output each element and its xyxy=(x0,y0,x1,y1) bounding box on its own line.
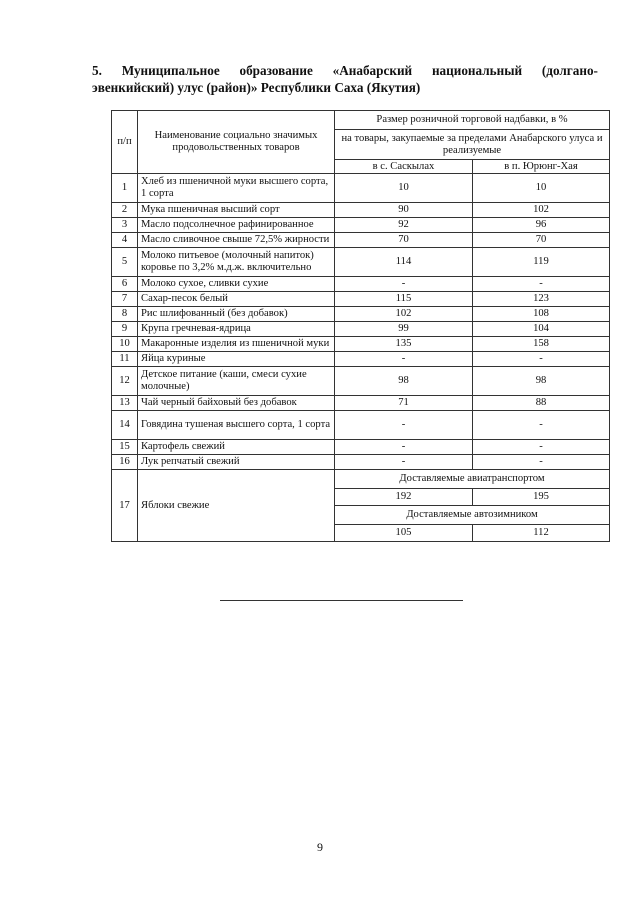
row17-air-v1: 192 xyxy=(335,489,473,506)
row-value-saskylakh: 102 xyxy=(335,307,473,322)
row-name: Рис шлифованный (без добавок) xyxy=(138,307,335,322)
row-value-yuryung-khaya: - xyxy=(473,411,610,440)
header-num: п/п xyxy=(112,111,138,174)
row-name: Масло подсолнечное рафинированное xyxy=(138,218,335,233)
row-num: 10 xyxy=(112,337,138,352)
heading-word: Муниципальное xyxy=(121,63,220,78)
row-value-yuryung-khaya: 158 xyxy=(473,337,610,352)
row-name: Мука пшеничная высший сорт xyxy=(138,203,335,218)
row-value-yuryung-khaya: 123 xyxy=(473,292,610,307)
row-num: 12 xyxy=(112,367,138,396)
row-num: 3 xyxy=(112,218,138,233)
table-row xyxy=(112,440,610,455)
row-num: 14 xyxy=(112,411,138,440)
row-value-saskylakh: 92 xyxy=(335,218,473,233)
row-value-saskylakh: 10 xyxy=(335,174,473,203)
row-value-saskylakh: 70 xyxy=(335,233,473,248)
row-name: Молоко питьевое (молочный напиток) коровье по 3,2% м.д.ж. включительно xyxy=(138,248,335,277)
row-value-saskylakh: 71 xyxy=(335,396,473,411)
table-row xyxy=(112,292,610,307)
table-row xyxy=(112,396,610,411)
row-name: Сахар-песок белый xyxy=(138,292,335,307)
row-name: Хлеб из пшеничной муки высшего сорта, 1 сорта xyxy=(138,174,335,203)
row-value-saskylakh: 115 xyxy=(335,292,473,307)
heading-line-2: эвенкийский) улус (район)» Республики Саха (Якутия) xyxy=(92,80,421,95)
table-row xyxy=(112,233,610,248)
row-value-saskylakh: - xyxy=(335,277,473,292)
row-value-yuryung-khaya: - xyxy=(473,455,610,470)
row-name: Лук репчатый свежий xyxy=(138,455,335,470)
row-name: Картофель свежий xyxy=(138,440,335,455)
header-markup: Размер розничной торговой надбавки, в % xyxy=(335,111,610,130)
row-value-yuryung-khaya: - xyxy=(473,277,610,292)
row-value-saskylakh: 99 xyxy=(335,322,473,337)
row-name: Детское питание (каши, смеси сухие молочные) xyxy=(138,367,335,396)
row-value-yuryung-khaya: 88 xyxy=(473,396,610,411)
heading-word: образование xyxy=(239,63,313,78)
separator-line xyxy=(220,600,463,601)
table-row xyxy=(112,248,610,277)
row-num: 5 xyxy=(112,248,138,277)
row-name: Масло сливочное свыше 72,5% жирности xyxy=(138,233,335,248)
section-heading xyxy=(92,62,598,96)
markup-table xyxy=(111,110,610,542)
table-row xyxy=(112,352,610,367)
row-value-saskylakh: 114 xyxy=(335,248,473,277)
row-value-saskylakh: - xyxy=(335,352,473,367)
row-num: 1 xyxy=(112,174,138,203)
row-value-saskylakh: 135 xyxy=(335,337,473,352)
heading-word: «Анабарский xyxy=(332,63,413,78)
row-name: Яйца куриные xyxy=(138,352,335,367)
table-row xyxy=(112,367,610,396)
page-number: 9 xyxy=(317,840,323,854)
row17-air-v2: 195 xyxy=(473,489,610,506)
row-num: 13 xyxy=(112,396,138,411)
row-value-yuryung-khaya: 98 xyxy=(473,367,610,396)
header-loc-saskylakh: в с. Саскылах xyxy=(335,160,473,174)
row-value-yuryung-khaya: 104 xyxy=(473,322,610,337)
table-row xyxy=(112,218,610,233)
heading-word: национальный xyxy=(431,63,523,78)
row-num: 16 xyxy=(112,455,138,470)
row17-road-label: Доставляемые автозимником xyxy=(335,506,610,525)
row-value-yuryung-khaya: - xyxy=(473,440,610,455)
row-value-saskylakh: - xyxy=(335,440,473,455)
row-name: Макаронные изделия из пшеничной муки xyxy=(138,337,335,352)
row17-road-v1: 105 xyxy=(335,525,473,542)
row-name: Крупа гречневая-ядрица xyxy=(138,322,335,337)
row-value-yuryung-khaya: 70 xyxy=(473,233,610,248)
row17-road-v2: 112 xyxy=(473,525,610,542)
row-value-yuryung-khaya: 10 xyxy=(473,174,610,203)
table-row xyxy=(112,203,610,218)
header-name: Наименование социально значимых продовольственных товаров xyxy=(138,111,335,174)
row-num: 4 xyxy=(112,233,138,248)
row-value-yuryung-khaya: 102 xyxy=(473,203,610,218)
row-value-saskylakh: - xyxy=(335,455,473,470)
row-num: 15 xyxy=(112,440,138,455)
row-name: Говядина тушеная высшего сорта, 1 сорта xyxy=(138,411,335,440)
row-num: 6 xyxy=(112,277,138,292)
row-value-saskylakh: 98 xyxy=(335,367,473,396)
heading-word: 5. xyxy=(92,63,102,78)
row-num: 9 xyxy=(112,322,138,337)
row17-name: Яблоки свежие xyxy=(138,470,335,542)
row-name: Чай черный байховый без добавок xyxy=(138,396,335,411)
heading-word: (долгано- xyxy=(541,63,598,78)
table-row xyxy=(112,277,610,292)
table-row xyxy=(112,337,610,352)
row-value-yuryung-khaya: - xyxy=(473,352,610,367)
row-num: 7 xyxy=(112,292,138,307)
heading-line-1 xyxy=(92,62,598,79)
table-row xyxy=(112,307,610,322)
row-num: 11 xyxy=(112,352,138,367)
row-value-yuryung-khaya: 96 xyxy=(473,218,610,233)
row17-num: 17 xyxy=(112,470,138,542)
row17-air-label: Доставляемые авиатранспортом xyxy=(335,470,610,489)
table-row xyxy=(112,411,610,440)
row-name: Молоко сухое, сливки сухие xyxy=(138,277,335,292)
row-num: 8 xyxy=(112,307,138,322)
row-value-saskylakh: - xyxy=(335,411,473,440)
row-num: 2 xyxy=(112,203,138,218)
table-row xyxy=(112,322,610,337)
table-row xyxy=(112,174,610,203)
row-value-saskylakh: 90 xyxy=(335,203,473,218)
header-markup-sub: на товары, закупаемые за пределами Анабарского улуса и реализуемые xyxy=(335,130,610,160)
table-row xyxy=(112,455,610,470)
header-loc-yuryung-khaya: в п. Юрюнг-Хая xyxy=(473,160,610,174)
row-value-yuryung-khaya: 119 xyxy=(473,248,610,277)
row-value-yuryung-khaya: 108 xyxy=(473,307,610,322)
